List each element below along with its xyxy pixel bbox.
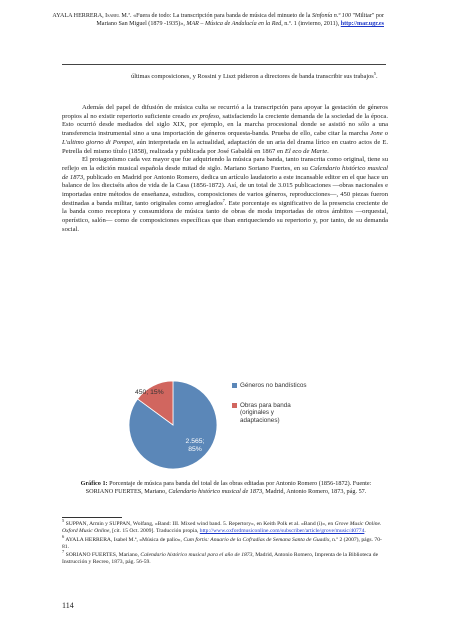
footnote-number: 5 [62,518,65,524]
header-url-link[interactable]: http://mar.ugr.es [340,21,384,28]
header-author: AYALA HERRERA, Isabel M.ª. [52,13,132,19]
p2-italic-a: Calendario histórico musical de 1873 [62,164,388,181]
body-text [62,104,388,235]
footnote-number: 6 [62,533,65,539]
header-title-rest: "Militar" por Mariano San Miguel (1879 -1935)», [96,13,384,28]
page-number: 114 [62,601,74,610]
legend-label-band: Obras para banda (originales y adaptaciones) [240,401,291,424]
legend-item-band [232,402,312,425]
footnote-ref-5[interactable]: 5 [373,70,377,76]
footnote-text: . [364,528,366,535]
p2-text-a: El protagonismo cada vez mayor que fue adquiriendo la música para banda, tanto transcrita como original, tiene su reflejo en la edición musical española desde mitad de siglo. Mariano Soriano Fuertes, en su [62,156,388,172]
footnote-italic: Calendario histórico musical para el año de 1873 [140,552,253,559]
caption-end: Madrid, Antonio Romero, 1873, pág. 57. [263,488,367,496]
p1-text-c: , aún interpretada en la actualidad, adaptación de un aria del drama lírico en cuatro actos de E. Petrella del mismo título (1858), realizada y publicada por José Gabaldá en 1867 en [62,138,388,155]
header-title: «Fuera de todo: La transcripción para banda de música del minueto de la [133,13,311,19]
header-symphony: Sinfonía n.º 100 [311,13,351,19]
footnote-text: SUPPAN, Armin y SUPPAN, Wolfang, «Band: III. Mixed wind band. 5. Repertory», en Keith Polk et al. «Band (i)», en [64,521,335,527]
legend-swatch-band [232,403,237,408]
legend-item-non-band [232,382,312,390]
pie-chart-svg [118,375,228,475]
footnote-text: , Madrid, Antonio Romero, Imprenta de la Biblioteca de Instrucción y Recreo, 1873, pág. 56-59. [62,552,379,566]
figure-caption [70,480,382,497]
caption-label: Gráfico 1: [80,480,108,487]
chart-legend [232,382,312,436]
quote-text: últimas composiciones, y Rossini y Liszt pidieron a directores de banda transcribir sus trabajos [131,73,374,80]
header-journal: MAR – Música de Andalucía en la Red [186,21,282,28]
footnotes [62,518,388,568]
footnote-number: 7 [62,549,65,555]
footnote-rule [62,517,122,518]
data-label-non-band: 2.565; 85% [185,438,205,453]
p1-text-b: , satisfaciendo la creciente demanda de la sociedad de la época. Esto ocurrió desde mediados del siglo XIX, por ejemplo, en la marcha procesional donde se asistió no sólo a una transferencia instrumental sino a una importación de géneros orquesta-banda. Prueba de ello, cabe citar la marcha [62,112,388,138]
footnote-5 [62,518,388,536]
paragraph-1 [62,104,388,156]
p1-text-a: Además del papel de difusión de música culta se recurrió a la transcripción para apoyar la gestación de géneros propios al no existir repertorio suficiente creado [62,104,388,120]
caption-text: Porcentaje de música para banda del total de las obras editadas por Antonio Romero (1856-1872). Fuente: SORIANO FUERTES, Mariano, [85,480,372,496]
legend-label-non-band: Géneros no bandísticos [240,382,307,389]
footnote-italic: Grove Music Online. Oxford Music Online [62,521,382,535]
legend-swatch-non-band [232,383,237,388]
footnote-italic: Cum fortis: Anuario de la Cofradías de Semana Santa de Guadix [183,536,330,543]
p2-text-b: , publicado en Madrid por Antonio Romero, dedica un artículo laudatorio a este incansable editor en el que hace un balance de los dieciséis años de vida de la Casa (1856-1872). Así, de un total de 3.015 publicaciones —obras nacionales e importadas entre métodos de enseñanza, estudios, composiciones de varios géneros, reproducciones—, 450 piezas fueron destinadas a banda militar, tanto originales como arreglados [62,173,389,207]
block-quote: últimas composiciones, y Rossini y Liszt pidieron a directores de banda transcribir sus trabajos$^5$. [131,70,378,80]
footnote-text: , [cit. 15 Oct. 2009]. Traducción propia, [109,528,200,535]
footnote-7 [62,549,388,567]
data-label-band: 450; 15% [135,389,164,396]
p1-italic-b: Jone o L'ultimo giorno di Pompei [62,130,388,146]
footnote-link[interactable]: http://www.oxfordmusiconline.com/subscriber/article/grove/music/40774 [199,528,365,535]
caption-italic: Calendario histórico musical de 1873, [168,488,264,496]
running-header [44,12,384,28]
p1-italic-a: ex profeso [191,112,220,120]
paragraph-2 [62,156,388,234]
p1-italic-c: El eco de Marte [284,147,328,155]
p2-text-c: . Este porcentaje es significativo de la presencia creciente de la banda como receptora y consumidora de música tanto de obras de moda importadas de otros ámbitos —orquestal, operístico, salón— como de composiciones específicas que iban enriqueciendo su repertorio y, por tanto, de su demanda social. [62,199,388,233]
footnote-ref-7[interactable]: 7 [222,197,225,203]
footnote-text: SORIANO FUERTES, Mariano, [64,552,141,559]
header-issue: , n.º. 1 (invierno, 2011), [281,21,340,28]
header-rule [62,64,386,65]
p1-text-d: . [327,147,329,155]
footnote-text: , n.º 2 (2007), págs. 70-81. [62,536,382,550]
footnote-text: AYALA HERRERA, Isabel M.ª, «Música de palio», [64,536,184,543]
footnote-6 [62,533,388,555]
